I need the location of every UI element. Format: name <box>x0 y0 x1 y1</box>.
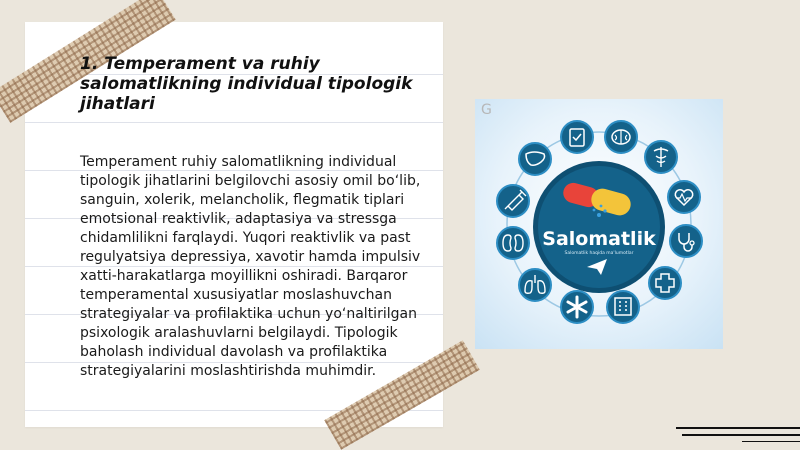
lungs-icon <box>519 269 551 301</box>
medical-cross-icon <box>649 267 681 299</box>
clipboard-icon <box>561 121 593 153</box>
kidneys-icon <box>497 227 529 259</box>
infographic-svg <box>475 99 723 349</box>
slide-title: 1. Temperament va ruhiy salomatlikning individual tipologik jihatlari <box>80 54 413 114</box>
corner-logo: G <box>481 102 492 118</box>
decorative-line <box>682 434 800 436</box>
salomatlik-infographic <box>475 99 723 349</box>
brain-icon <box>605 121 637 153</box>
hospital-icon <box>607 291 639 323</box>
slide-body-text: Temperament ruhiy salomatlikning individual tipologik jihatlarini belgilovchi asosiy omil bo‘lib, sanguin, xolerik, melancholik, flegmatik tiplari emotsional reaktivlik, adaptasiya va stressga chidamlilikni farqlaydi. Yuqori reaktivlik va past regulyatsiya depressiya, xavotir hamda impulsiv xatti-harakatlarga moyillikni oshiradi. Barqaror temperamental xususiyatlar moslashuvchan strategiyalar va profilaktika uchun yo‘naltirilgan psixologik aralashuvlarni belgilaydi. Tipologik baholash individual davolash va profilaktika strategiyalarini moslashtirishda muhimdir. <box>80 154 421 379</box>
brand-title: Salomatlik <box>542 228 656 250</box>
stethoscope-icon <box>670 225 702 257</box>
brand-tagline: Salomatlik haqida ma'lumotlar <box>564 251 634 256</box>
caduceus-icon <box>645 141 677 173</box>
liver-icon <box>519 143 551 175</box>
star-of-life-icon <box>561 291 593 323</box>
heart-pulse-icon <box>668 181 700 213</box>
decorative-line <box>676 427 800 429</box>
syringe-icon <box>497 185 529 217</box>
decorative-line <box>742 441 800 442</box>
